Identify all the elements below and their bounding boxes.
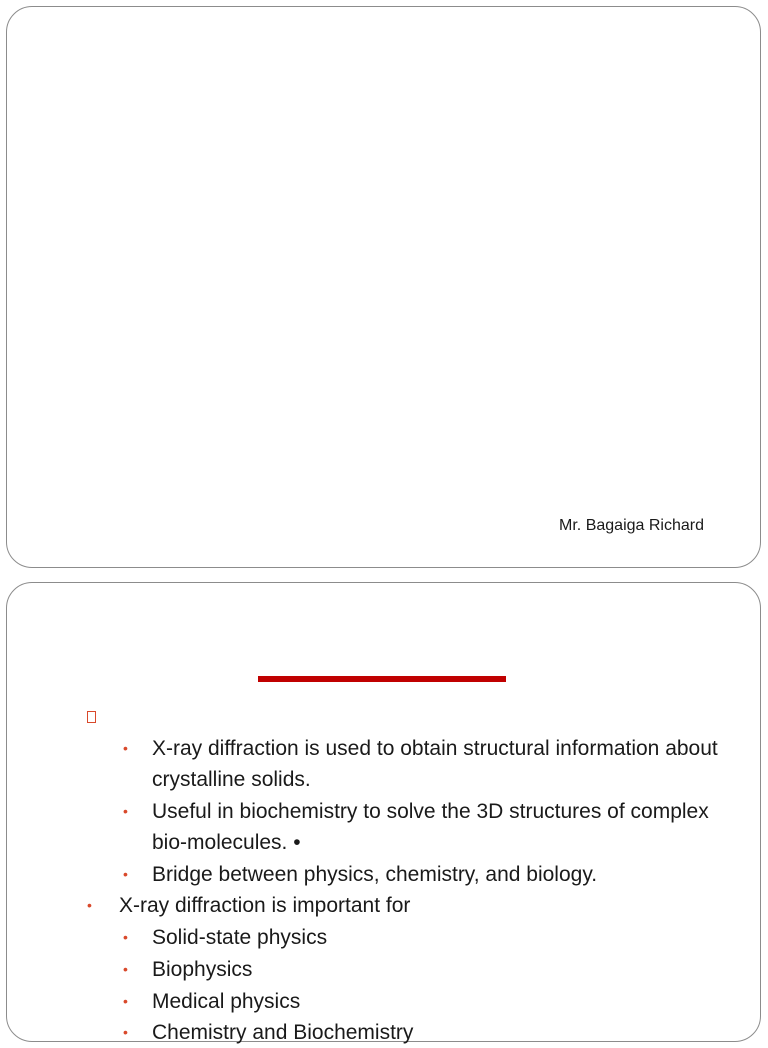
- list-item: [123, 922, 722, 953]
- missing-glyph-icon: [87, 711, 96, 723]
- bullet-dot-icon: •: [123, 961, 128, 977]
- slide-2: [6, 582, 761, 1042]
- list-item-text: Solid-state physics: [152, 926, 328, 949]
- list-item-text: Chemistry and Biochemistry: [152, 1021, 414, 1044]
- bullet-dot-icon: •: [123, 866, 128, 882]
- list-item-text: X-ray diffraction is used to obtain structural information about crystalline solids.: [152, 737, 718, 791]
- list-item: [123, 986, 722, 1017]
- author-name: Mr. Bagaiga Richard: [559, 517, 704, 534]
- list-item-text: Useful in biochemistry to solve the 3D structures of complex bio-molecules. •: [152, 800, 709, 854]
- bullet-dot-icon: •: [123, 1024, 128, 1040]
- list-item: [123, 859, 722, 890]
- list-item-text: Bridge between physics, chemistry, and biology.: [152, 863, 598, 886]
- bullet-dot-icon: •: [87, 897, 92, 913]
- bullet-dot-icon: •: [123, 929, 128, 945]
- list-item: [123, 1017, 722, 1048]
- slide-1: [6, 6, 761, 568]
- list-item-text: Biophysics: [152, 958, 253, 981]
- list-item-text: X-ray diffraction is important for: [119, 894, 411, 917]
- list-item: [123, 954, 722, 985]
- title-accent-bar: [258, 676, 506, 682]
- bullet-dot-icon: •: [123, 993, 128, 1009]
- bullet-dot-icon: •: [123, 740, 128, 756]
- bullet-dot-icon: •: [123, 803, 128, 819]
- list-item: [123, 733, 722, 795]
- list-item: [87, 890, 719, 921]
- list-item: [123, 796, 722, 858]
- list-item-text: Medical physics: [152, 990, 301, 1013]
